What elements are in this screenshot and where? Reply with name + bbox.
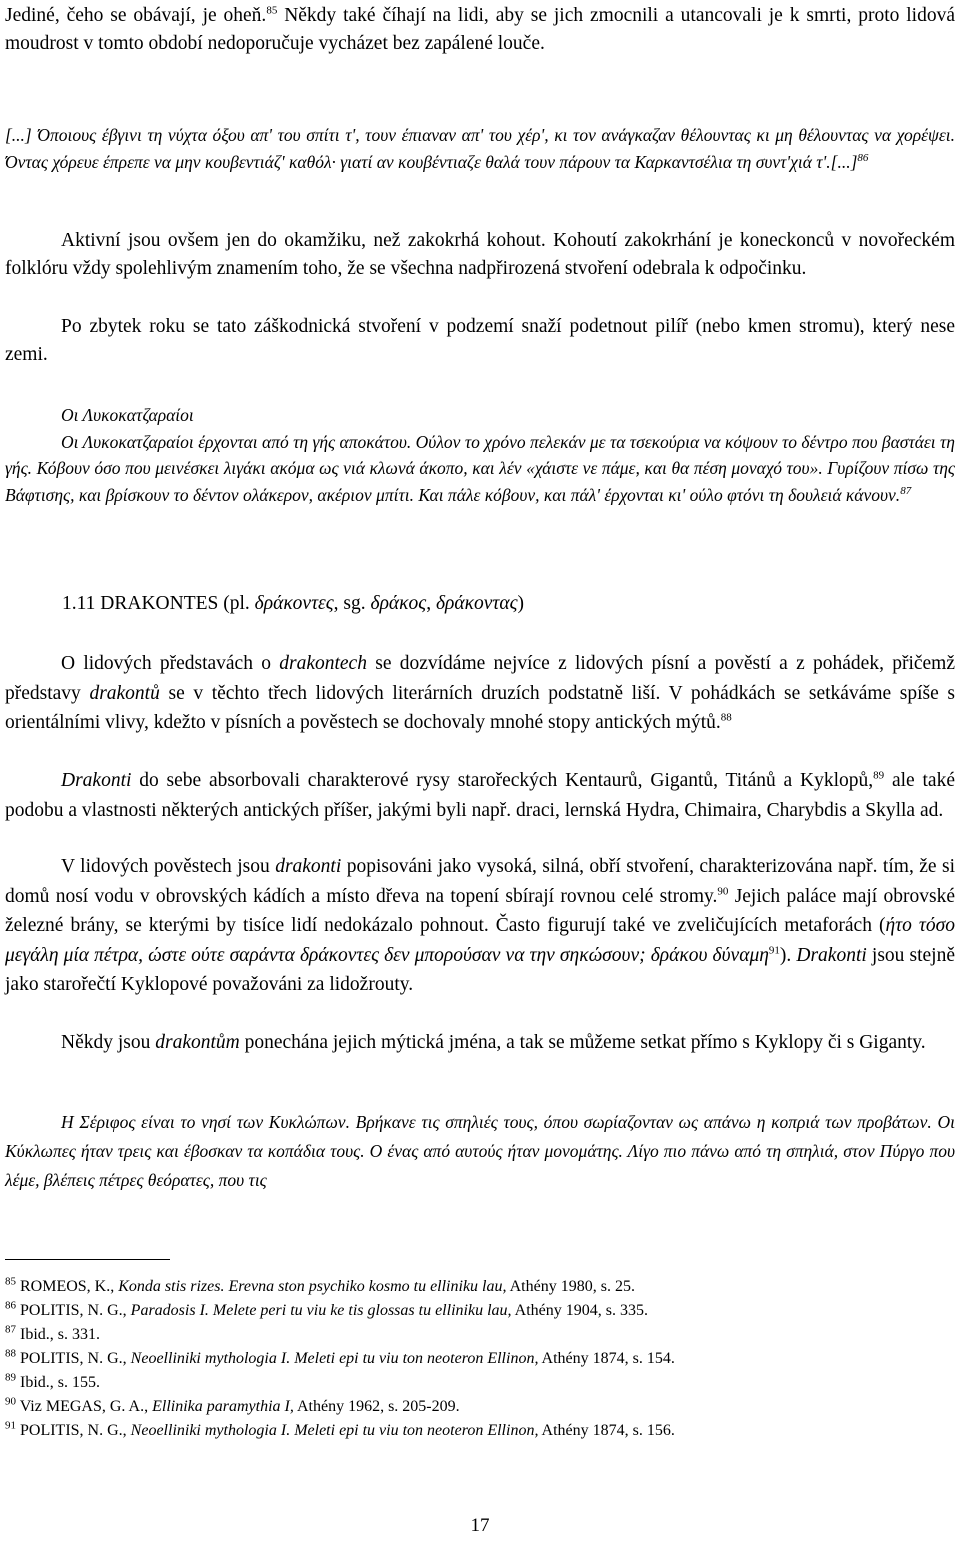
- text: Athény 1962, s. 205-209.: [293, 1398, 460, 1415]
- title: Neoelliniki mythologia I. Meleti epi tu viu ton neoteron Ellinon,: [130, 1350, 539, 1367]
- text: Athény 1874, s. 156.: [538, 1422, 675, 1439]
- footnote-number: 89: [5, 1371, 16, 1384]
- text: ale také podobu a vlastnosti některých antických příšer, jakými byli např. draci, lernská Hydra, Chimaira, Charybdis a Skylla ad.: [5, 770, 955, 821]
- page-number: 17: [470, 1515, 490, 1536]
- footnote-number: 87: [5, 1323, 16, 1336]
- text: Jediné, čeho se obávají, je oheň.: [5, 5, 267, 26]
- text: Athény 1904, s. 335.: [511, 1302, 648, 1319]
- quote-text: Οι Λυκοκατζαραίοι έρχονται από τη γής αποκάτου. Ούλον το χρόνο πελεκάν με τα τσεκούρια να κόψουν το δέντρο που βαστάει τη γής. Κόβουν όσο που μεινέσκει λιγάκι ακόμα ως νιά κλωνά άκοπο, και λέν «χάιστε νε πάμε, και θα πέση μοναχό του». Γυρίζουν πίσω της Βάφτισης, και βρίσκουν το δέντον ολάκερον, ακέριον μπίτι. Και πάλε κόβουν, και πάλ' έρχονται κι' ούλο φτόνι τη δουλειά κάνουν.: [5, 431, 955, 505]
- footnote: [5, 1299, 955, 1323]
- footnote: [5, 1395, 955, 1419]
- greek-quote-3: Η Σέριφος είναι το νησί των Κυκλώπων. Βρήκανε τις σπηλιές τους, όπου σωρίαζονταν ως απάνω η κοπριά των προβάτων. Οι Κύκλωπες ήταν τρεις και έβοσκαν τα κοπάδια τους. Ο ένας από αυτούς ήταν μονομάτης. Λίγο πιο πάνω από τη σπηλιά, στον Πύργο που λέμε, βλέπεις πέτρες θεόρατες, που τις: [5, 1112, 955, 1190]
- text: Někdy jsou: [61, 1032, 156, 1053]
- text: POLITIS, N. G.,: [16, 1350, 131, 1367]
- heading-sep: , sg.: [333, 593, 371, 614]
- paragraph-active: Aktivní jsou ovšem jen do okamžiku, než zakokrhá kohout. Kohoutí zakokrhání je koneckonců v novořeckém folklóru vždy spolehlivým znamením toho, že se všechna nadpřirozená stvoření odebrala k odpočinku.: [5, 230, 955, 279]
- footnote: [5, 1323, 955, 1347]
- text: jsou stejně jako starořečtí Kyklopové považováni za lidožrouty.: [5, 944, 955, 995]
- footnote-ref: 86: [857, 151, 869, 164]
- text: Athény 1980, s. 25.: [506, 1278, 635, 1295]
- heading-plural: δράκοντες: [254, 593, 334, 614]
- text: se dozvídáme nejvíce z lidových písní a pověstí a z pohádek, přičemž představy: [5, 653, 955, 704]
- footnote-divider: [5, 1259, 170, 1260]
- heading-comma: ,: [426, 593, 436, 614]
- text: POLITIS, N. G.,: [16, 1422, 131, 1439]
- italic-term: drakontům: [155, 1032, 240, 1053]
- section-heading: [62, 593, 524, 615]
- title: Paradosis I. Melete peri tu viu ke tis glossas tu elliniku lau,: [130, 1302, 512, 1319]
- footnote-number: 90: [5, 1395, 16, 1408]
- heading-sg1: δράκος: [370, 593, 427, 614]
- footnote: [5, 1419, 955, 1443]
- text: Ibid., s. 155.: [16, 1374, 100, 1391]
- paragraph-rest-of-year: Po zbytek roku se tato záškodnická stvoření v podzemí snaží podetnout pilíř (nebo kmen stromu), který nese zemi.: [5, 316, 955, 365]
- footnote-number: 91: [5, 1419, 16, 1432]
- footnote-ref: 88: [720, 711, 732, 724]
- text: POLITIS, N. G.,: [16, 1302, 131, 1319]
- footnote-ref: 85: [266, 4, 278, 17]
- heading-close: ): [517, 593, 524, 614]
- text: ROMEOS, K.,: [16, 1278, 119, 1295]
- quote-body: [5, 429, 955, 509]
- text: se v těchto třech lidových literárních druzích podstatně liší. V pohádkách se setkáváme spíše s orientálními vlivy, kdežto v písních a pověstech se dochovaly mnohé stopy antických mýtů.: [5, 682, 955, 733]
- text: Někdy také číhají na lidi, aby se jich zmocnili a utancovali je k smrti, proto lidová moudrost v tomto období nedoporučuje vycházet bez zapálené louče.: [5, 5, 955, 54]
- paragraph-drakontes-intro: [5, 649, 955, 738]
- text: ponechána jejich mýtická jména, a tak se můžeme setkat přímo s Kyklopy či s Giganty.: [239, 1032, 926, 1053]
- footnote-ref: 90: [717, 885, 729, 897]
- title: Konda stis rizes. Erevna ston psychiko kosmo tu elliniku lau,: [118, 1278, 507, 1295]
- text: Athény 1874, s. 154.: [538, 1350, 675, 1367]
- paragraph-absorbed: [5, 766, 955, 825]
- italic-term: drakontů: [89, 682, 160, 704]
- greek-metaphor: ήτο τόσο μεγάλη μία πέτρα, ώστε ούτε σαράντα δράκοντες δεν μπορούσαν να την σηκώσουν; δράκου δύναμη: [5, 915, 955, 966]
- title: Ellinika paramythia I,: [152, 1398, 294, 1415]
- footnote-ref: 89: [873, 769, 885, 782]
- text: Jejich paláce mají obrovské železné brány, se kterými by tisíce lidí nedokázalo pohnout. Často figurují také ve zveličujících metaforách (: [5, 885, 955, 936]
- text: ).: [779, 944, 797, 966]
- footnote: [5, 1371, 955, 1395]
- heading-num: 1.11 DRAKONTES (pl.: [62, 593, 255, 614]
- title: Neoelliniki mythologia I. Meleti epi tu viu ton neoteron Ellinon,: [130, 1422, 539, 1439]
- italic-term: drakonti: [275, 856, 342, 877]
- text: do sebe absorbovali charakterové rysy starořeckých Kentaurů, Gigantů, Titánů a Kyklopů,: [131, 770, 874, 791]
- quote-title: Οι Λυκοκατζαραίοι: [61, 405, 194, 425]
- text: O lidových představách o: [61, 653, 280, 674]
- footnote-ref: 87: [900, 484, 912, 497]
- footnote-number: 86: [5, 1299, 16, 1312]
- text: popisováni jako vysoká, silná, obří stvoření, charakterizována např. tím, že si domů nosí vodu v obrovských kádích a místo dřeva na topení sbírají rovnou celé stromy.: [5, 856, 955, 907]
- footnote-ref: 91: [768, 944, 780, 956]
- text: Ibid., s. 331.: [16, 1326, 100, 1343]
- paragraph-intro: [5, 2, 955, 57]
- paragraph-legends: [5, 852, 955, 1000]
- greek-quote-1: [5, 122, 955, 175]
- italic-term: Drakonti: [61, 770, 132, 791]
- footnote: [5, 1275, 955, 1299]
- italic-term: Drakonti: [796, 944, 867, 966]
- footnote-number: 88: [5, 1347, 16, 1360]
- italic-term: drakontech: [279, 653, 367, 674]
- greek-quote-2: [5, 402, 955, 508]
- paragraph-names: [5, 1028, 955, 1058]
- footnotes: [5, 1275, 955, 1443]
- text: V lidových pověstech jsou: [61, 856, 276, 877]
- text: Viz MEGAS, G. A.,: [16, 1398, 153, 1415]
- heading-sg2: δράκοντας: [435, 593, 518, 614]
- footnote: [5, 1347, 955, 1371]
- quote-text: [...] Όποιους έβγινι τη νύχτα όξου απ' του σπίτι τ', τουν έπιαναν απ' του χέρ', κι τον ανάγκαζαν θέλουντας κι μη θέλουντας να χορέψει. Όντας χόρευε έπρεπε να μην κουβεντιάζ' καθόλ· γιατί αν κουβέντιαζε θαλά τουν πάρουν τα Καρκαντσέλια τη συντ'χιά τ'.[...]: [5, 125, 955, 172]
- footnote-number: 85: [5, 1275, 16, 1288]
